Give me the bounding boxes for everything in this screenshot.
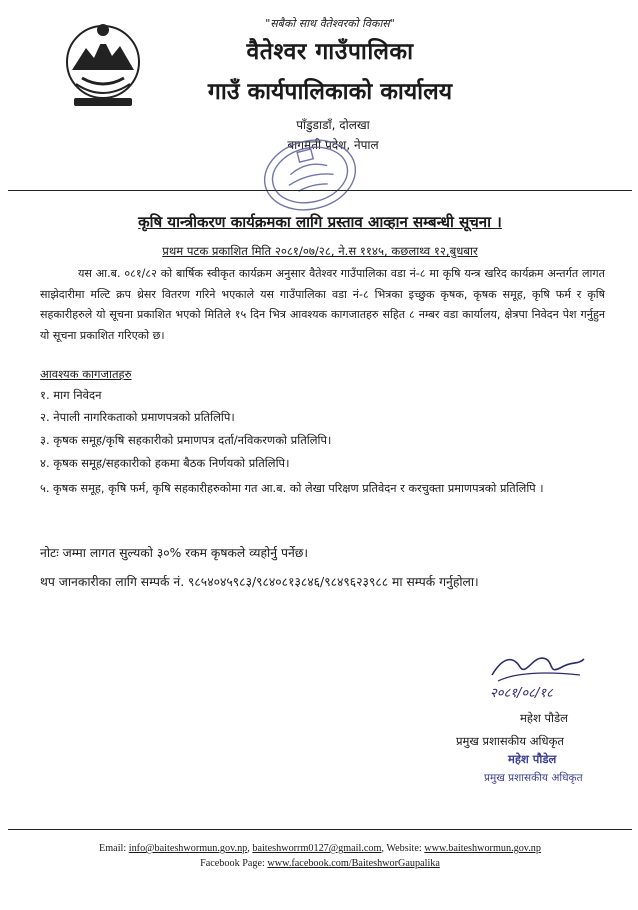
document-item: ३. कृषक समूह/कृषि सहकारीको प्रमाणपत्र दर्ता/नविकरणको प्रतिलिपि। bbox=[40, 433, 332, 447]
stamp-name: महेश पौडेल bbox=[508, 752, 557, 766]
address-line-1: पाँडुडाडाँ, दोलखा bbox=[296, 118, 370, 132]
document-item: १. माग निवेदन bbox=[40, 388, 102, 402]
office-subtitle: गाउँ कार्यपालिकाको कार्यालय bbox=[207, 79, 453, 105]
nepal-emblem-icon bbox=[62, 18, 144, 110]
handwritten-signature-icon bbox=[484, 645, 594, 705]
footer-divider bbox=[8, 829, 632, 830]
document-item: ४. कृषक समूह/सहकारीको हकमा बैठक निर्णयको प्रतिलिपि। bbox=[40, 456, 290, 470]
website-label: Website: bbox=[386, 843, 422, 854]
email-label: Email: bbox=[99, 843, 127, 854]
document-item: ५. कृषक समूह, कृषि फर्म, कृषि सहकारीहरुकोमा गत आ.ब. को लेखा परिक्षण प्रतिवेदन र करचुक्ता प्रमाणपत्रको प्रतिलिपि । bbox=[40, 482, 544, 495]
stamp-title: प्रमुख प्रशासकीय अधिकृत bbox=[484, 772, 583, 784]
published-date-line: प्रथम पटक प्रकाशित मिति २०८१/०७/२८, ने.स ११४५, कछलाथ्व १२,बुधबार bbox=[162, 244, 478, 258]
footer-contact-line: Email: info@baiteshwormun.gov.np, baiteshworrm0127@gmail.com, Website: www.baiteshwormun.gov.np bbox=[99, 843, 541, 854]
signature-date: २०८१/०८/१८ bbox=[490, 686, 553, 701]
office-stamp-icon bbox=[255, 130, 365, 220]
footer-facebook-line bbox=[40, 858, 600, 869]
header-divider bbox=[8, 190, 632, 191]
notice-heading: कृषि यान्त्रीकरण कार्यक्रमका लागि प्रस्ताव आव्हान सम्बन्धी सूचना । bbox=[138, 213, 502, 231]
document-item: २. नेपाली नागरिकताको प्रमाणपत्रको प्रतिलिपि। bbox=[40, 410, 235, 424]
documents-heading: आवश्यक कागजातहरु bbox=[40, 367, 132, 381]
email-link-gmail[interactable]: baiteshworrm0127@gmail.com bbox=[252, 843, 382, 854]
address-line-2: बागमती प्रदेश, नेपाल bbox=[287, 138, 379, 152]
facebook-link[interactable]: www.facebook.com/BaiteshworGaupalika bbox=[267, 858, 440, 869]
email-link-info[interactable]: info@baiteshwormun.gov.np bbox=[128, 843, 248, 854]
notice-body: यस आ.ब. ०८१/८२ को बार्षिक स्वीकृत कार्यक्रम अनुसार वैतेश्वर गाउँपालिका वडा नं-८ मा कृषि यन्त्र खरिद कार्यक्रम अन्तर्गत लागत साझेदारीमा मल्टि क्रप थ्रेसर वितरण गरिने भएकाले यस गाउँपालिका वडा नं-८ भित्रका इच्छुक कृषक, कृषक समूह, कृषि फर्म र कृषि सहकारीहरुले यो सूचना प्रकाशित भएको मितिले १५ दिन भित्र आवश्यक कागजातहरु सहित ८ नम्बर वडा कार्यालय, क्षेत्रपा निवेदन पेश गर्नुहुन यो सूचना प्रकाशित गरिएको छ। bbox=[40, 267, 605, 342]
website-link[interactable]: www.baiteshwormun.gov.np bbox=[424, 843, 541, 854]
office-name: वैतेश्वर गाउँपालिका bbox=[246, 39, 414, 65]
contact-info: थप जानकारीका लागि सम्पर्क नं. ९८५४०४५९८३/९८४०८१३८४६/९८४९६२३९८८ मा सम्पर्क गर्नुहोला। bbox=[40, 575, 479, 589]
slogan: "सबैको साथ वैतेश्वरको विकास" bbox=[265, 17, 395, 30]
facebook-label: Facebook Page: bbox=[200, 858, 265, 869]
signatory-title: प्रमुख प्रशासकीय अधिकृत bbox=[456, 734, 564, 748]
signatory-name: महेश पौडेल bbox=[520, 711, 568, 725]
cost-note: नोटः जम्मा लागत सुल्यको ३०% रकम कृषकले व्यहोर्नु पर्नेछ। bbox=[40, 546, 309, 560]
